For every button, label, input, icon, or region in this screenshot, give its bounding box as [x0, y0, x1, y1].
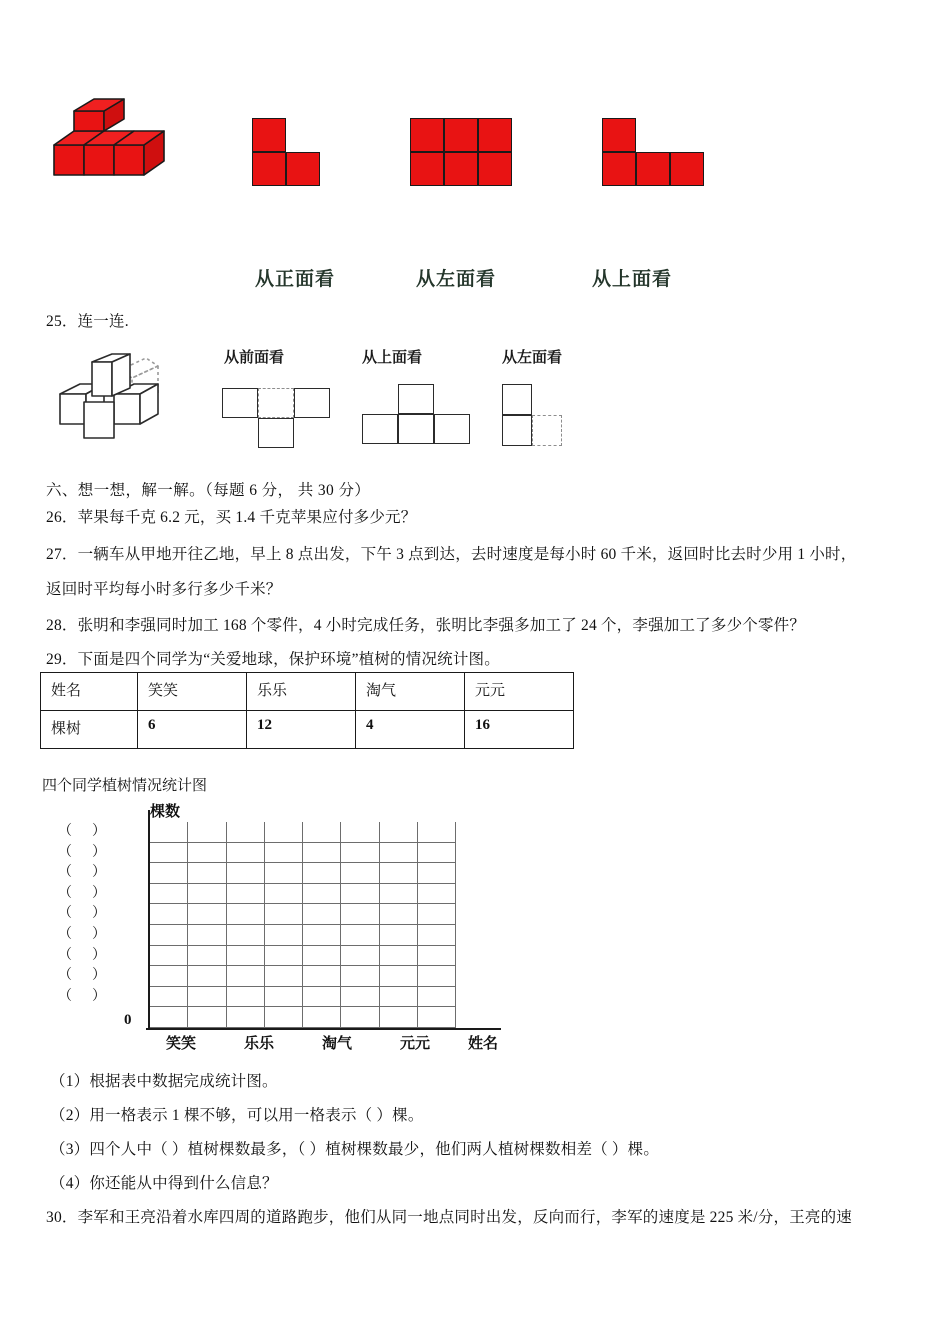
- grid-cell: [418, 987, 456, 1008]
- y-tick-blank: （ ）: [58, 865, 106, 881]
- grid-cell: [341, 822, 379, 843]
- net-cell: [502, 415, 532, 446]
- grid-cell: [380, 822, 418, 843]
- net-cell: [398, 384, 434, 414]
- shape-cell: [636, 152, 670, 186]
- grid-cell: [150, 904, 188, 925]
- grid-cell: [227, 946, 265, 967]
- shape-cell: [252, 152, 286, 186]
- grid-cell: [150, 946, 188, 967]
- grid-cell: [380, 966, 418, 987]
- grid-cell: [265, 946, 303, 967]
- grid-cell: [265, 822, 303, 843]
- grid-cell: [188, 925, 226, 946]
- grid-cell: [188, 863, 226, 884]
- caption-front-view: 从正面看: [255, 269, 336, 290]
- question-29-sub-4: （4）你还能从中得到什么信息？: [50, 1175, 278, 1192]
- table-cell-header-2: 乐乐: [247, 673, 356, 711]
- table-cell-row-label: 棵树: [41, 711, 138, 749]
- shape-cell: [444, 152, 478, 186]
- y-tick-blank: （ ）: [58, 824, 106, 839]
- grid-cell: [227, 1007, 265, 1028]
- grid-cell: [188, 946, 226, 967]
- y-tick-blank: （ ）: [58, 988, 106, 1004]
- grid-cell: [341, 843, 379, 864]
- x-tick-label-2: 淘气: [322, 1036, 353, 1052]
- shape-cell: [444, 118, 478, 152]
- planting-bar-chart: [40, 800, 560, 1050]
- isometric-red-solid-figure: [48, 95, 198, 200]
- grid-cell: [265, 904, 303, 925]
- shape-cell-empty: [636, 118, 670, 152]
- grid-cell: [188, 884, 226, 905]
- shape-cell: [478, 118, 512, 152]
- table-row-values: [41, 711, 574, 749]
- grid-cell: [150, 863, 188, 884]
- y-tick-blank: （ ）: [58, 906, 106, 922]
- x-tick-label-0: 笑笑: [166, 1036, 197, 1052]
- shape-cell: [602, 152, 636, 186]
- grid-cell: [227, 966, 265, 987]
- q25-net-shape-3: [502, 384, 562, 446]
- shape-cell: [670, 152, 704, 186]
- grid-cell: [265, 987, 303, 1008]
- grid-cell: [303, 966, 341, 987]
- grid-cell: [418, 904, 456, 925]
- grid-cell: [341, 1007, 379, 1028]
- grid-cell: [418, 822, 456, 843]
- grid-cell: [303, 946, 341, 967]
- grid-cell: [265, 1007, 303, 1028]
- grid-cell: [227, 884, 265, 905]
- table-cell-header-4: 元元: [465, 673, 574, 711]
- grid-cell: [303, 822, 341, 843]
- table-row-header: [41, 673, 574, 711]
- net-cell: [502, 384, 532, 415]
- section-6-heading: 六、想一想，解一解。（每题 6 分， 共 30 分）: [46, 482, 371, 499]
- grid-cell: [341, 904, 379, 925]
- grid-cell: [227, 925, 265, 946]
- chart-caption: 四个同学植树情况统计图: [42, 778, 208, 794]
- grid-cell: [341, 987, 379, 1008]
- net-cell-empty: [532, 384, 562, 415]
- net-cell: [258, 388, 294, 418]
- question-29-sub-2: （2）用一格表示 1 棵不够，可以用一格表示（ ）棵。: [50, 1107, 424, 1124]
- front-view-shape: [252, 118, 320, 186]
- grid-cell: [418, 946, 456, 967]
- question-29-sub-3: （3）四个人中（ ）植树棵数最多，（ ）植树棵数最少，他们两人植树棵数相差（ ）棵。: [50, 1141, 660, 1158]
- grid-cell: [227, 863, 265, 884]
- grid-cell: [188, 822, 226, 843]
- x-tick-label-1: 乐乐: [244, 1036, 275, 1052]
- question-25-figures: [0, 340, 950, 470]
- grid-cell: [303, 863, 341, 884]
- caption-left-view: 从左面看: [416, 269, 497, 290]
- grid-cell: [380, 904, 418, 925]
- grid-cell: [341, 946, 379, 967]
- grid-cell: [150, 843, 188, 864]
- grid-cell: [303, 987, 341, 1008]
- y-tick-blank: （ ）: [58, 844, 106, 860]
- net-cell: [222, 388, 258, 418]
- grid-cell: [418, 966, 456, 987]
- planting-data-table: [40, 672, 574, 749]
- grid-cell: [418, 925, 456, 946]
- left-view-shape: [410, 118, 512, 186]
- grid-cell: [380, 843, 418, 864]
- table-cell-value-3: 16: [465, 711, 574, 749]
- grid-cell: [303, 925, 341, 946]
- table-cell-header-1: 笑笑: [138, 673, 247, 711]
- table-cell-header-0: 姓名: [41, 673, 138, 711]
- grid-cell: [265, 966, 303, 987]
- question-29-sub-1: （1）根据表中数据完成统计图。: [50, 1073, 278, 1090]
- question-27-line-2: 返回时平均每小时多行多少千米？: [46, 581, 282, 598]
- question-25-text: 连一连.: [77, 313, 129, 330]
- net-cell-empty: [294, 418, 330, 448]
- net-cell: [434, 414, 470, 444]
- shape-cell: [602, 118, 636, 152]
- grid-cell: [303, 904, 341, 925]
- net-cell: [258, 418, 294, 448]
- grid-cell: [303, 843, 341, 864]
- grid-cell: [150, 966, 188, 987]
- net-cell: [294, 388, 330, 418]
- net-cell-empty: [362, 384, 398, 414]
- net-cell: [532, 415, 562, 446]
- grid-cell: [380, 987, 418, 1008]
- chart-x-axis-label: 姓名: [468, 1036, 499, 1052]
- shape-cell-empty: [286, 118, 320, 152]
- chart-y-axis-label: 棵数: [150, 804, 181, 820]
- table-cell-value-0: 6: [138, 711, 247, 749]
- grid-cell: [380, 1007, 418, 1028]
- question-27-line-1: 27．一辆车从甲地开往乙地，早上 8 点出发，下午 3 点到达，去时速度是每小时 60 千米，返回时比去时少用 1 小时，: [46, 546, 857, 563]
- top-figures-group: [0, 0, 950, 300]
- chart-y-tick-labels: [58, 822, 146, 1007]
- grid-cell: [150, 987, 188, 1008]
- shape-cell: [252, 118, 286, 152]
- net-cell: [362, 414, 398, 444]
- shape-cell: [478, 152, 512, 186]
- grid-cell: [188, 1007, 226, 1028]
- grid-cell: [150, 1007, 188, 1028]
- question-25-number: 25．: [46, 313, 78, 330]
- grid-cell: [188, 966, 226, 987]
- grid-cell: [227, 987, 265, 1008]
- y-tick-blank: （ ）: [58, 926, 106, 942]
- net-cell: [398, 414, 434, 444]
- x-tick-label-3: 元元: [400, 1036, 431, 1052]
- grid-cell: [188, 843, 226, 864]
- grid-cell: [418, 863, 456, 884]
- shape-cell: [286, 152, 320, 186]
- grid-cell: [380, 925, 418, 946]
- grid-cell: [418, 1007, 456, 1028]
- question-26: 26．苹果每千克 6.2 元，买 1.4 千克苹果应付多少元？: [46, 509, 417, 526]
- table-cell-value-1: 12: [247, 711, 356, 749]
- grid-cell: [341, 884, 379, 905]
- q25-net-shape-1: [222, 388, 330, 448]
- grid-cell: [150, 884, 188, 905]
- chart-x-tick-labels: [148, 1032, 508, 1058]
- q25-label-top: 从上面看: [362, 350, 423, 366]
- grid-cell: [380, 884, 418, 905]
- chart-origin-label: 0: [124, 1012, 132, 1028]
- question-29-prompt: 29．下面是四个同学为“关爱地球，保护环境”植树的情况统计图。: [46, 651, 500, 668]
- grid-cell: [265, 884, 303, 905]
- grid-cell: [418, 884, 456, 905]
- y-tick-blank: （ ）: [58, 885, 106, 901]
- grid-cell: [380, 863, 418, 884]
- question-28: 28．张明和李强同时加工 168 个零件，4 小时完成任务，张明比李强多加工了 24 个，李强加工了多少个零件？: [46, 617, 806, 634]
- grid-cell: [265, 925, 303, 946]
- q25-label-left: 从左面看: [502, 350, 563, 366]
- grid-cell: [303, 884, 341, 905]
- shape-cell-empty: [670, 118, 704, 152]
- grid-cell: [303, 1007, 341, 1028]
- grid-cell: [341, 966, 379, 987]
- grid-cell: [418, 843, 456, 864]
- grid-cell: [188, 987, 226, 1008]
- grid-cell: [265, 863, 303, 884]
- chart-grid: [150, 822, 456, 1028]
- grid-cell: [150, 925, 188, 946]
- grid-cell: [265, 843, 303, 864]
- table-cell-header-3: 淘气: [356, 673, 465, 711]
- grid-cell: [227, 843, 265, 864]
- y-tick-blank: （ ）: [58, 968, 106, 984]
- grid-cell: [341, 925, 379, 946]
- chart-plot-area: [148, 822, 456, 1028]
- table-cell-value-2: 4: [356, 711, 465, 749]
- grid-cell: [188, 904, 226, 925]
- q25-isometric-wireframe: [58, 352, 168, 453]
- y-tick-blank: （ ）: [58, 947, 106, 963]
- grid-cell: [227, 822, 265, 843]
- grid-cell: [227, 904, 265, 925]
- shape-cell: [410, 118, 444, 152]
- net-cell-empty: [434, 384, 470, 414]
- shape-cell: [410, 152, 444, 186]
- grid-cell: [380, 946, 418, 967]
- grid-cell: [341, 863, 379, 884]
- top-view-shape: [602, 118, 704, 186]
- q25-label-front: 从前面看: [224, 350, 285, 366]
- q25-net-shape-2: [362, 384, 470, 444]
- caption-top-view: 从上面看: [592, 269, 673, 290]
- net-cell-empty: [222, 418, 258, 448]
- question-25-prompt: [46, 310, 129, 334]
- question-30: 30．李军和王亮沿着水库四周的道路跑步，他们从同一地点同时出发，反向而行，李军的速度是 225 米/分，王亮的速: [46, 1209, 853, 1226]
- chart-x-axis: [146, 1028, 501, 1030]
- grid-cell: [150, 822, 188, 843]
